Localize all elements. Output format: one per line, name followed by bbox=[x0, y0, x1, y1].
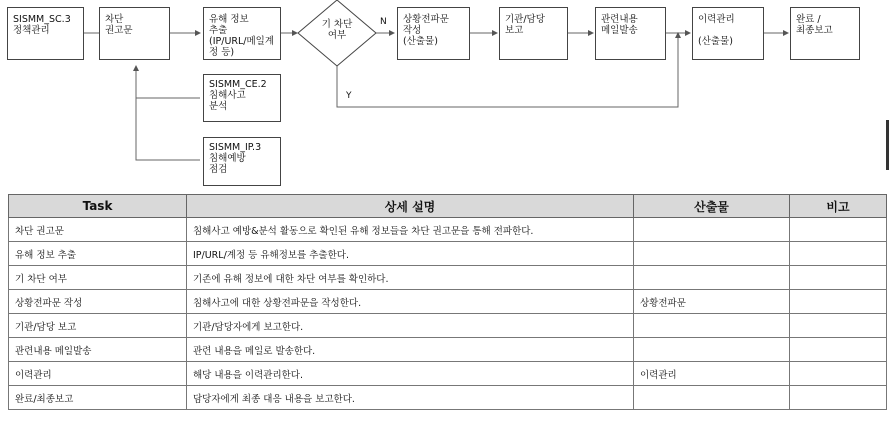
cell-note bbox=[790, 290, 887, 314]
cell-task: 유해 정보 추출 bbox=[9, 242, 187, 266]
cell-output bbox=[634, 218, 790, 242]
edge-label-no: N bbox=[380, 17, 387, 27]
cell-note bbox=[790, 242, 887, 266]
cell-task: 완료/최종보고 bbox=[9, 386, 187, 410]
table-row bbox=[9, 314, 887, 338]
table-row bbox=[9, 362, 887, 386]
node-history: 이력관리 (산출물) bbox=[692, 7, 764, 60]
cell-task: 관련내용 메일발송 bbox=[9, 338, 187, 362]
header-description: 상세 설명 bbox=[187, 195, 634, 218]
cell-description: 기관/담당자에게 보고한다. bbox=[187, 314, 634, 338]
table-row bbox=[9, 266, 887, 290]
table-row bbox=[9, 338, 887, 362]
cell-output bbox=[634, 314, 790, 338]
cell-description: 관련 내용을 메일로 발송한다. bbox=[187, 338, 634, 362]
node-report-write: 상황전파문 작성 (산출물) bbox=[397, 7, 470, 60]
cell-note bbox=[790, 386, 887, 410]
cell-note bbox=[790, 218, 887, 242]
cell-task: 이력관리 bbox=[9, 362, 187, 386]
node-ip3: SISMM_IP.3 침해예방 점검 bbox=[203, 137, 281, 186]
header-note: 비고 bbox=[790, 195, 887, 218]
table-row bbox=[9, 218, 887, 242]
cell-task: 기 차단 여부 bbox=[9, 266, 187, 290]
table-row bbox=[9, 242, 887, 266]
edge-label-yes: Y bbox=[346, 91, 352, 101]
cell-output bbox=[634, 386, 790, 410]
header-task: Task bbox=[9, 195, 187, 218]
edge-ce2-warning bbox=[136, 66, 200, 98]
cell-description: 침해사고에 대한 상황전파문을 작성한다. bbox=[187, 290, 634, 314]
task-table bbox=[8, 194, 887, 410]
node-decision-label: 기 차단 여부 bbox=[321, 19, 353, 41]
cell-note bbox=[790, 314, 887, 338]
cell-note bbox=[790, 362, 887, 386]
node-ce2: SISMM_CE.2 침해사고 분석 bbox=[203, 74, 281, 122]
node-mail-send: 관련내용 메일발송 bbox=[595, 7, 666, 60]
cell-description: IP/URL/계정 등 유해정보를 추출한다. bbox=[187, 242, 634, 266]
cell-note bbox=[790, 338, 887, 362]
node-agency-report: 기관/담당 보고 bbox=[499, 7, 568, 60]
cell-description: 기존에 유해 정보에 대한 차단 여부를 확인하다. bbox=[187, 266, 634, 290]
cell-task: 기관/담당 보고 bbox=[9, 314, 187, 338]
table-row bbox=[9, 386, 887, 410]
cell-output bbox=[634, 266, 790, 290]
table-row bbox=[9, 290, 887, 314]
cell-description: 침해사고 예방&분석 활동으로 확인된 유해 정보들을 차단 권고문을 통해 전파한다. bbox=[187, 218, 634, 242]
header-output: 산출물 bbox=[634, 195, 790, 218]
node-final-report: 완료 / 최종보고 bbox=[790, 7, 860, 60]
cell-task: 상황전파문 작성 bbox=[9, 290, 187, 314]
cell-note bbox=[790, 266, 887, 290]
node-sc3: SISMM_SC.3 정책관리 bbox=[7, 7, 84, 60]
cell-description: 해당 내용을 이력관리한다. bbox=[187, 362, 634, 386]
cell-output: 이력관리 bbox=[634, 362, 790, 386]
node-warning: 차단 권고문 bbox=[99, 7, 170, 60]
cell-output: 상황전파문 bbox=[634, 290, 790, 314]
cell-output bbox=[634, 338, 790, 362]
table-header-row bbox=[9, 195, 887, 218]
cell-task: 차단 권고문 bbox=[9, 218, 187, 242]
edge-ip3-warning bbox=[136, 98, 200, 160]
cell-output bbox=[634, 242, 790, 266]
cell-description: 담당자에게 최종 대응 내용을 보고한다. bbox=[187, 386, 634, 410]
node-extract: 유해 정보 추출 (IP/URL/메일계정 등) bbox=[203, 7, 281, 60]
